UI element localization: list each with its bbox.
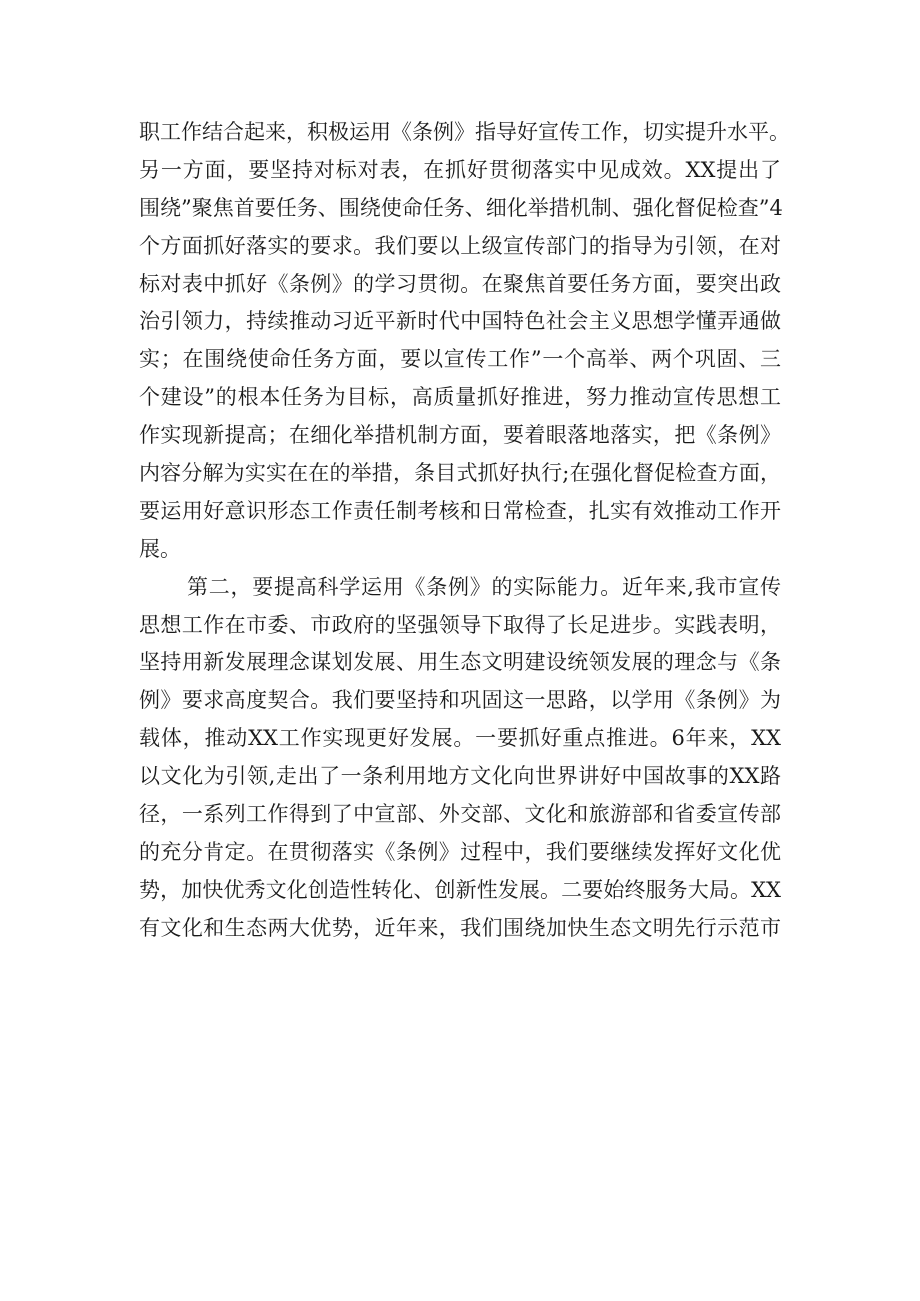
- paragraph-1: [139, 114, 790, 569]
- paragraph-line: 要运用好意识形态工作责任制考核和日常检查，扎实有效推动工作开: [139, 498, 781, 523]
- paragraph-line: 职工作结合起来，积极运用《条例》指导好宣传工作，切实提升水平。: [139, 120, 790, 144]
- document-body: [139, 114, 790, 948]
- paragraph-line: 个建设”的根本任务为目标，高质量抓好推进，努力推动宣传思想工: [139, 385, 781, 410]
- paragraph-line: 载体，推动XX工作实现更好发展。一要抓好重点推进。6年来，XX: [139, 726, 781, 751]
- paragraph-line: 作实现新提高；在细化举措机制方面，要着眼落地落实，把《条例》: [139, 423, 781, 448]
- paragraph-line: 思想工作在市委、市政府的坚强领导下取得了长足进步。实践表明，: [139, 612, 781, 637]
- paragraph-line: 例》要求高度契合。我们要坚持和巩固这一思路，以学用《条例》为: [139, 688, 781, 713]
- paragraph-line: 展。: [139, 536, 181, 561]
- paragraph-line: 坚持用新发展理念谋划发展、用生态文明建设统领发展的理念与《条: [139, 650, 781, 675]
- paragraph-line: 内容分解为实实在在的举措，条目式抓好执行;在强化督促检查方面，: [139, 461, 781, 486]
- paragraph-line: 个方面抓好落实的要求。我们要以上级宣传部门的指导为引领，在对: [139, 233, 781, 258]
- paragraph-line: 有文化和生态两大优势，近年来，我们围绕加快生态文明先行示范市: [139, 915, 781, 940]
- paragraph-line: 另一方面，要坚持对标对表，在抓好贯彻落实中见成效。XX提出了: [139, 157, 781, 182]
- paragraph-2: [139, 569, 781, 948]
- paragraph-line: 势，加快优秀文化创造性转化、创新性发展。二要始终服务大局。XX: [139, 877, 781, 902]
- paragraph-line: 以文化为引领,走出了一条利用地方文化向世界讲好中国故事的XX路: [139, 764, 781, 789]
- paragraph-line: 围绕”聚焦首要任务、围绕使命任务、细化举措机制、强化督促检查”4: [139, 195, 783, 220]
- paragraph-line: 第二，要提高科学运用《条例》的实际能力。近年来,我市宣传: [187, 574, 781, 599]
- paragraph-line: 治引领力，持续推动习近平新时代中国特色社会主义思想学懂弄通做: [139, 309, 781, 334]
- paragraph-line: 径，一系列工作得到了中宣部、外交部、文化和旅游部和省委宣传部: [139, 802, 781, 827]
- paragraph-line: 实；在围绕使命任务方面，要以宣传工作”一个高举、两个巩固、三: [139, 347, 781, 372]
- paragraph-line: 的充分肯定。在贯彻落实《条例》过程中，我们要继续发挥好文化优: [139, 839, 781, 864]
- paragraph-line: 标对表中抓好《条例》的学习贯彻。在聚焦首要任务方面，要突出政: [139, 271, 781, 296]
